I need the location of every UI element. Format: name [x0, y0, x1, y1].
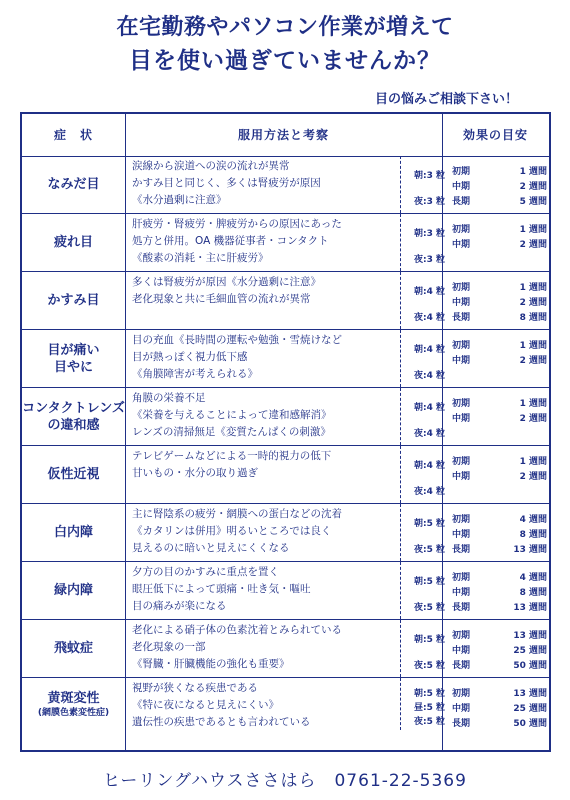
effect-duration: 4 週間 — [519, 573, 547, 583]
dosage-item: 朝:5 粒 — [414, 577, 445, 587]
effect-period: 長期 — [452, 313, 471, 323]
dosage-item: 夜:5 粒 — [414, 661, 445, 671]
effect-duration: 1 週間 — [519, 167, 547, 177]
effect-period: 中期 — [452, 240, 471, 250]
effect-period: 初期 — [452, 167, 471, 177]
description-line: 角膜の栄養不足 — [132, 392, 206, 404]
effect-duration: 1 週間 — [519, 225, 547, 235]
symptom-table — [20, 112, 551, 752]
effect-duration: 2 週間 — [519, 472, 547, 482]
description-line: 《水分過剰に注意》 — [132, 194, 227, 206]
symptom-name — [22, 678, 125, 730]
symptom-description — [132, 390, 394, 441]
symptom-name — [22, 562, 125, 619]
dosage-item: 昼:5 粒 — [414, 703, 445, 713]
effect-period: 中期 — [452, 356, 471, 366]
description-line: 遺伝性の疾患であるとも言われている — [132, 716, 311, 728]
symptom-description — [132, 332, 394, 383]
dosage-item: 夜:5 粒 — [414, 717, 445, 727]
title-line-2: 目を使い過ぎていませんか？ — [129, 48, 441, 74]
header-method: 服用方法と考察 — [237, 128, 329, 142]
symptom-name-line: の違和感 — [47, 417, 100, 433]
effect-period: 長期 — [452, 719, 471, 729]
dosage — [400, 388, 443, 445]
symptom-name-line: かすみ目 — [47, 293, 100, 308]
symptom-name-line: 黄斑変性 — [47, 690, 100, 706]
table-row — [22, 388, 549, 446]
effect-period: 中期 — [452, 182, 471, 192]
description-line: 涙線から涙道への涙の流れが異常 — [132, 160, 290, 172]
dosage-item: 朝:4 粒 — [414, 461, 445, 471]
symptom-description — [132, 448, 394, 482]
header-symptom: 症 状 — [53, 128, 93, 142]
effect-duration: 13 週間 — [513, 689, 547, 699]
effect-duration: 8 週間 — [519, 530, 547, 540]
table-row — [22, 446, 549, 504]
effect-period: 初期 — [452, 515, 471, 525]
dosage-item: 夜:5 粒 — [414, 545, 445, 555]
symptom-name — [22, 272, 125, 329]
symptom-name-line: (網膜色素変性症) — [37, 707, 110, 718]
symptom-description — [132, 216, 394, 267]
description-line: 《特に夜になると見えにくい》 — [132, 699, 279, 711]
effect-duration: 1 週間 — [519, 341, 547, 351]
description-line: かすみ目と同じく、多くは腎疲労が原因 — [132, 177, 321, 189]
description-line: 目の充血《長時間の運転や勉強・雪焼けなど — [132, 334, 342, 346]
effect-duration: 2 週間 — [519, 240, 547, 250]
effect-period: 初期 — [452, 573, 471, 583]
effect-duration: 13 週間 — [513, 603, 547, 613]
description-line: レンズの清掃無足《変質たんぱくの刺激》 — [132, 426, 331, 438]
description-line: 《角膜障害が考えられる》 — [132, 368, 258, 380]
dosage-item: 朝:5 粒 — [414, 519, 445, 529]
symptom-name — [22, 388, 125, 445]
dosage — [400, 562, 443, 619]
description-line: 老化による硝子体の色素沈着とみられている — [132, 624, 342, 636]
title-line-1: 在宅勤務やパソコン作業が増えて — [116, 15, 454, 40]
effect-period: 中期 — [452, 646, 471, 656]
description-line: 処方と併用。OA 機器従事者・コンタクト — [132, 235, 329, 247]
table-row — [22, 156, 549, 214]
symptom-name-line: 飛蚊症 — [53, 641, 93, 656]
effect-duration: 2 週間 — [519, 298, 547, 308]
symptom-name — [22, 504, 125, 561]
dosage-item: 夜:3 粒 — [414, 255, 445, 265]
symptom-name-line: 目やに — [53, 359, 93, 375]
effect-duration: 8 週間 — [519, 313, 547, 323]
table-row — [22, 620, 549, 678]
effect-duration: 1 週間 — [519, 283, 547, 293]
dosage — [400, 272, 443, 329]
dosage-item: 朝:3 粒 — [414, 229, 445, 239]
dosage-item: 夜:4 粒 — [414, 429, 445, 439]
effect-period: 中期 — [452, 298, 471, 308]
symptom-name-line: 仮性近視 — [47, 467, 100, 482]
description-line: 夕方の目のかすみに重点を置く — [132, 566, 279, 578]
dosage — [400, 678, 443, 730]
dosage-item: 朝:4 粒 — [414, 403, 445, 413]
dosage — [400, 620, 443, 677]
effect-duration: 2 週間 — [519, 356, 547, 366]
symptom-description — [132, 158, 394, 209]
description-line: 肝疲労・腎疲労・脾疲労からの原因にあった — [132, 218, 342, 230]
dosage — [400, 330, 443, 387]
description-line: 《腎臓・肝臓機能の強化も重要》 — [132, 658, 290, 670]
description-line: 老化現象と共に毛細血管の流れが異常 — [132, 293, 311, 305]
description-line: 《カタリンは併用》明るいところでは良く — [132, 525, 332, 537]
effect-duration: 13 週間 — [513, 545, 547, 555]
symptom-name-line: 白内障 — [53, 525, 93, 540]
subtitle: 目の悩みご相談下さい！ — [374, 92, 518, 107]
dosage — [400, 156, 443, 213]
effect-period: 長期 — [452, 197, 471, 207]
table-row — [22, 504, 549, 562]
dosage-item: 朝:4 粒 — [414, 287, 445, 297]
description-line: 目の痛みが楽になる — [132, 600, 227, 612]
dosage — [400, 504, 443, 561]
symptom-name-line: コンタクトレンズ — [22, 400, 125, 416]
effect-period: 初期 — [452, 341, 471, 351]
symptom-description — [132, 506, 394, 557]
effect-period: 中期 — [452, 472, 471, 482]
symptom-name-line: なみだ目 — [47, 177, 100, 192]
table-row — [22, 272, 549, 330]
dosage-item: 朝:5 粒 — [414, 635, 445, 645]
effect-period: 初期 — [452, 225, 471, 235]
symptom-name-line: 疲れ目 — [53, 235, 93, 250]
symptom-description — [132, 680, 394, 731]
header-effect: 効果の目安 — [462, 128, 528, 142]
effect-period: 初期 — [452, 689, 471, 699]
symptom-name — [22, 620, 125, 677]
effect-period: 中期 — [452, 414, 471, 424]
dosage-item: 夜:3 粒 — [414, 197, 445, 207]
effect-duration: 2 週間 — [519, 182, 547, 192]
effect-duration: 50 週間 — [513, 719, 547, 729]
effect-period: 中期 — [452, 588, 471, 598]
effect-period: 中期 — [452, 704, 471, 714]
effect-period: 初期 — [452, 457, 471, 467]
dosage — [400, 446, 443, 503]
table-row — [22, 330, 549, 388]
dosage-item: 夜:5 粒 — [414, 603, 445, 613]
symptom-description — [132, 274, 394, 308]
effect-period: 初期 — [452, 283, 471, 293]
description-line: 目が熱っぽく視力低下感 — [132, 351, 248, 363]
description-line: 主に腎陰系の疲労・網膜への蛋白などの沈着 — [132, 508, 342, 520]
description-line: 眼圧低下によって頭痛・吐き気・嘔吐 — [132, 583, 311, 595]
effect-duration: 1 週間 — [519, 399, 547, 409]
effect-period: 中期 — [452, 530, 471, 540]
effect-duration: 13 週間 — [513, 631, 547, 641]
dosage-item: 夜:4 粒 — [414, 313, 445, 323]
footer-contact: ヒーリングハウスささはら 0761-22-5369 — [103, 771, 467, 791]
dosage-item: 朝:4 粒 — [414, 345, 445, 355]
description-line: 視野が狭くなる疾患である — [132, 682, 258, 694]
symptom-name — [22, 214, 125, 271]
description-line: 《酸素の消耗・主に肝疲労》 — [132, 252, 269, 264]
table-header — [22, 114, 549, 157]
dosage-item: 夜:4 粒 — [414, 371, 445, 381]
description-line: 《栄養を与えることによって違和感解消》 — [132, 409, 332, 421]
dosage-item: 夜:4 粒 — [414, 487, 445, 497]
description-line: 見えるのに暗いと見えにくくなる — [132, 542, 290, 554]
dosage-item: 朝:3 粒 — [414, 171, 445, 181]
table-row — [22, 678, 549, 730]
description-line: 多くは腎疲労が原因《水分過剰に注意》 — [132, 276, 321, 288]
description-line: テレビゲームなどによる一時的視力の低下 — [132, 450, 332, 462]
effect-period: 長期 — [452, 545, 471, 555]
symptom-name-line: 緑内障 — [53, 583, 93, 598]
effect-duration: 25 週間 — [513, 646, 547, 656]
effect-period: 初期 — [452, 399, 471, 409]
effect-duration: 1 週間 — [519, 457, 547, 467]
effect-duration: 8 週間 — [519, 588, 547, 598]
effect-period: 長期 — [452, 603, 471, 613]
description-line: 老化現象の一部 — [132, 641, 206, 653]
dosage — [400, 214, 443, 271]
effect-duration: 2 週間 — [519, 414, 547, 424]
symptom-name — [22, 446, 125, 503]
table-row — [22, 562, 549, 620]
effect-duration: 5 週間 — [519, 197, 547, 207]
symptom-description — [132, 622, 394, 673]
symptom-name — [22, 330, 125, 387]
effect-duration: 50 週間 — [513, 661, 547, 671]
effect-period: 長期 — [452, 661, 471, 671]
effect-duration: 25 週間 — [513, 704, 547, 714]
effect-duration: 4 週間 — [519, 515, 547, 525]
description-line: 甘いもの・水分の取り過ぎ — [132, 467, 258, 479]
table-row — [22, 214, 549, 272]
symptom-description — [132, 564, 394, 615]
effect-period: 初期 — [452, 631, 471, 641]
symptom-name-line: 目が痛い — [47, 342, 100, 358]
symptom-name — [22, 156, 125, 213]
dosage-item: 朝:5 粒 — [414, 689, 445, 699]
